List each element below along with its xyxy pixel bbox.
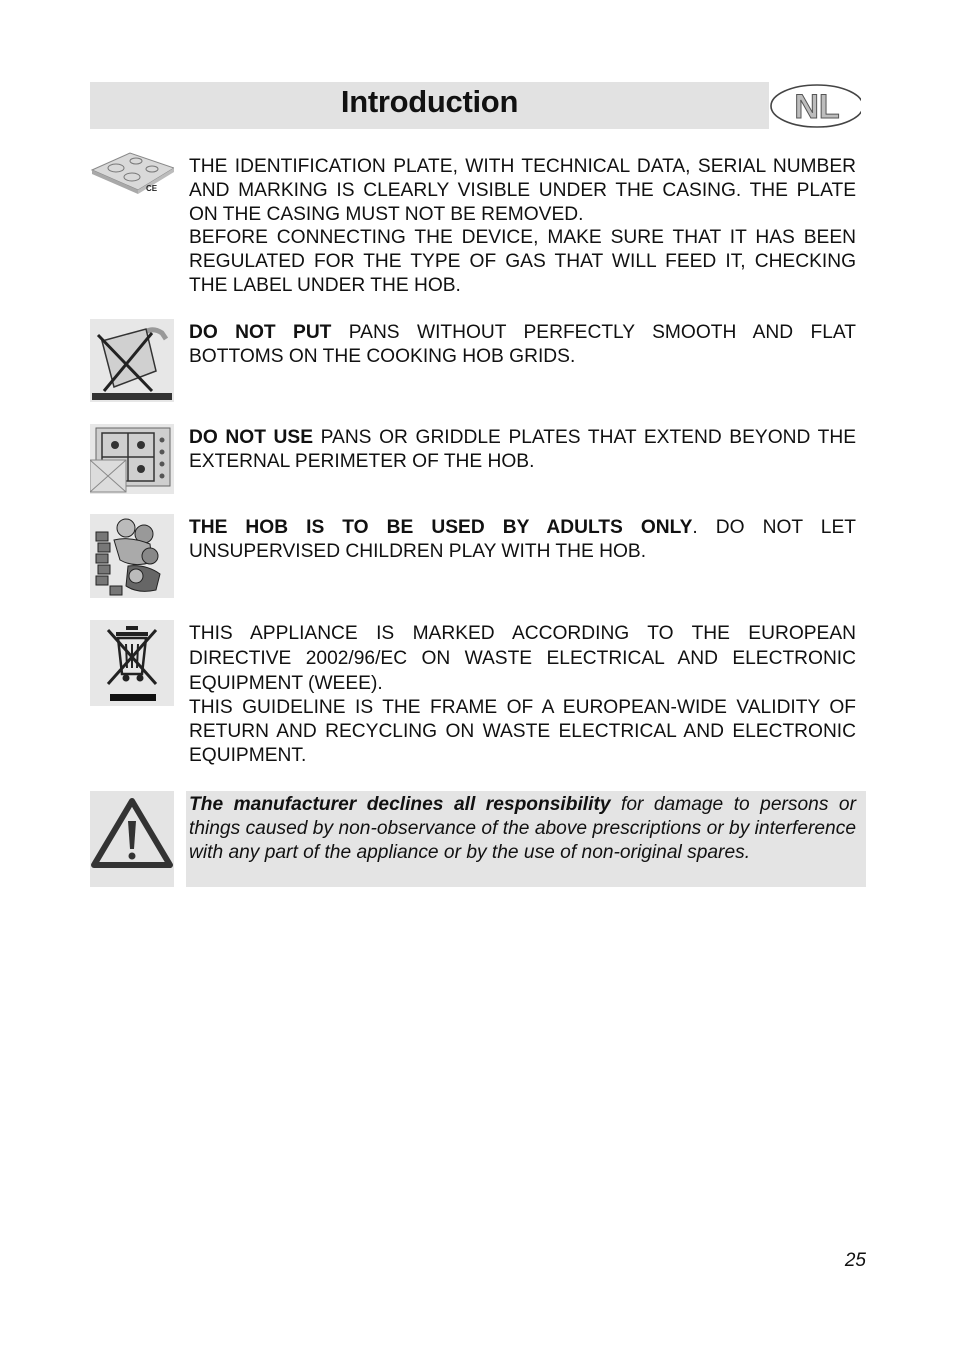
warning-text: PANS WITHOUT PERFECTLY SMOOTH AND FLAT BOTTOMS ON THE COOKING HOB GRIDS. — [189, 322, 857, 367]
section-text — [189, 793, 856, 864]
warning-triangle-icon — [90, 791, 174, 887]
disclaimer-lead: The manufacturer declines all responsibility — [189, 794, 611, 815]
language-badge-label: NL — [794, 88, 840, 126]
paragraph: BEFORE CONNECTING THE DEVICE, MAKE SURE THAT IT HAS BEEN REGULATED FOR THE TYPE OF GAS THAT WILL FEED IT, CHECKING THE LABEL UNDER THE HOB. — [189, 227, 856, 296]
crossed-wheelie-bin-icon — [90, 620, 174, 706]
section-text — [189, 622, 856, 768]
header-bar — [90, 82, 769, 129]
paragraph: THE IDENTIFICATION PLATE, WITH TECHNICAL DATA, SERIAL NUMBER AND MARKING IS CLEARLY VISIBLE UNDER THE CASING. THE PLATE ON THE CASING MUST NOT BE REMOVED. — [189, 156, 856, 225]
section-adults-only — [90, 514, 866, 598]
warning-lead: THE HOB IS TO BE USED BY ADULTS ONLY — [189, 517, 693, 538]
ce-mark: CE — [146, 184, 158, 193]
warning-text: PANS OR GRIDDLE PLATES THAT EXTEND BEYOND THE EXTERNAL PERIMETER OF THE HOB. — [189, 427, 856, 472]
section-text — [189, 321, 856, 369]
warning-text: . DO NOT LET UNSUPERVISED CHILDREN PLAY WITH THE HOB. — [189, 517, 856, 562]
children-playing-icon — [90, 514, 174, 598]
section-identification-plate — [90, 150, 866, 300]
section-weee — [90, 620, 866, 770]
page-number: 25 — [844, 1250, 866, 1271]
paragraph: THIS APPLIANCE IS MARKED ACCORDING TO THE EUROPEAN DIRECTIVE 2002/96/EC ON WASTE ELECTRICAL AND ELECTRONIC EQUIPMENT (WEEE). — [189, 623, 856, 694]
paragraph: THIS GUIDELINE IS THE FRAME OF A EUROPEAN-WIDE VALIDITY OF RETURN AND RECYCLING ON WASTE ELECTRICAL AND ELECTRONIC EQUIPMENT. — [189, 697, 856, 766]
section-text — [189, 426, 856, 474]
uneven-pan-crossed-icon — [90, 319, 174, 402]
section-do-not-put — [90, 319, 866, 403]
language-badge — [769, 84, 861, 128]
griddle-beyond-hob-icon — [90, 424, 174, 494]
section-text — [189, 155, 856, 298]
warning-lead: DO NOT USE — [189, 427, 314, 448]
warning-lead: DO NOT PUT — [189, 322, 332, 343]
page-title: Introduction — [340, 84, 519, 119]
section-disclaimer — [90, 791, 866, 887]
section-text — [189, 516, 856, 564]
disclaimer-text: for damage to persons or things caused by non-observance of the above prescriptions or by interference with any part of the appliance or by the use of non-original spares. — [189, 794, 856, 863]
hob-identification-plate-icon — [90, 150, 174, 200]
section-do-not-use — [90, 424, 866, 494]
